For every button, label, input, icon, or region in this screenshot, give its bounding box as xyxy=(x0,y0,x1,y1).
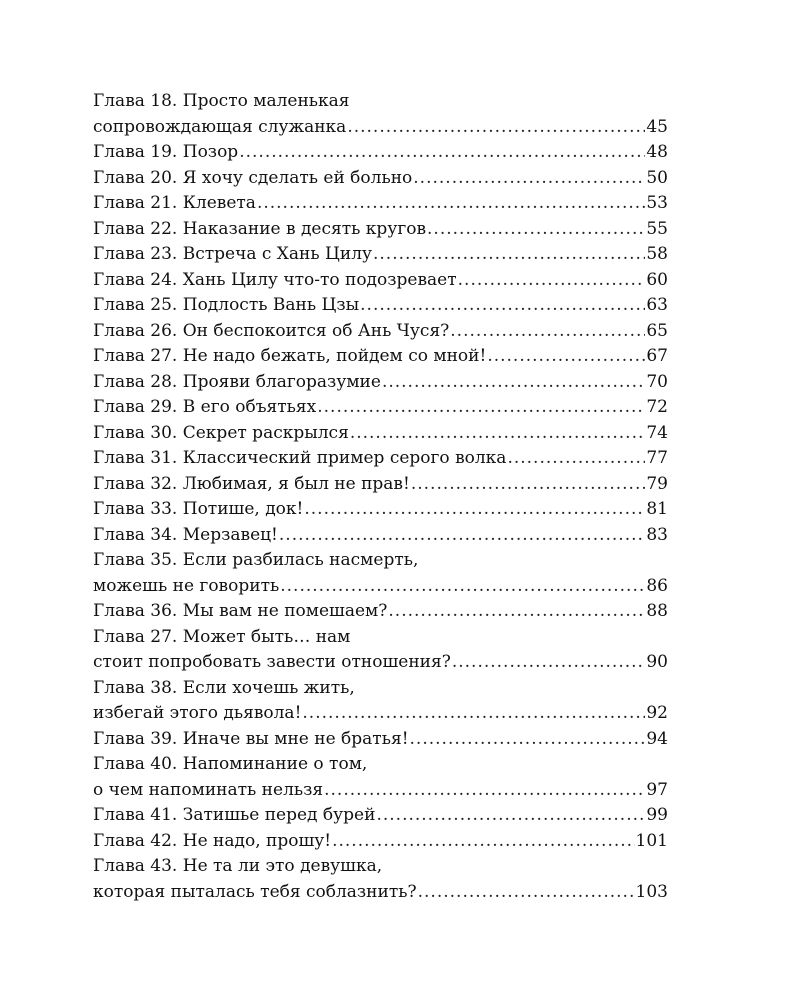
toc-entry-line xyxy=(93,421,668,447)
toc-entry-page-number: 74 xyxy=(646,422,668,443)
toc-entry-line xyxy=(93,395,668,421)
toc-entry xyxy=(93,395,668,421)
toc-entry xyxy=(93,727,668,753)
dot-leader xyxy=(373,242,645,268)
toc-entry-page-number: 48 xyxy=(646,142,668,162)
toc-entry xyxy=(93,217,668,243)
toc-entry-title-line: Глава 42. Не надо, прошу! xyxy=(93,830,332,851)
dot-leader xyxy=(507,446,645,472)
toc-entry-title-line: Глава 23. Встреча с Хань Цилу xyxy=(93,244,372,264)
toc-entry-title-line: Глава 18. Просто маленькая xyxy=(93,91,350,111)
toc-entry-title-line: Глава 26. Он беспокоится об Ань Чуся? xyxy=(93,320,450,341)
toc-entry xyxy=(93,548,668,599)
toc-entry-line xyxy=(93,217,668,243)
dot-leader xyxy=(350,421,646,447)
toc-entry-title-line: Глава 38. Если хочешь жить, xyxy=(93,677,355,698)
toc-entry xyxy=(93,599,668,625)
toc-entry-title-line: Глава 21. Клевета xyxy=(93,193,256,213)
dot-leader xyxy=(376,803,645,829)
toc-entry xyxy=(93,319,668,345)
toc-entry xyxy=(93,829,668,855)
toc-entry-title-line: которая пыталась тебя соблазнить? xyxy=(93,881,417,902)
toc-entry xyxy=(93,497,668,523)
toc-entry-line xyxy=(93,268,668,294)
dot-leader xyxy=(413,166,645,192)
toc-entry-page-number: 88 xyxy=(646,601,668,621)
toc-entry-title-line: Глава 41. Затишье перед бурей xyxy=(93,805,376,825)
dot-leader xyxy=(410,727,646,753)
toc-entry-page-number: 53 xyxy=(646,193,668,213)
dot-leader xyxy=(458,268,646,294)
toc-entry-title-line: Глава 39. Иначе вы мне не братья! xyxy=(93,728,409,749)
toc-entry-page-number: 70 xyxy=(646,371,668,392)
toc-entry-title-line: Глава 30. Секрет раскрылся xyxy=(93,422,349,443)
toc-entry-line xyxy=(93,497,668,523)
toc-entry xyxy=(93,752,668,803)
toc-entry-page-number: 103 xyxy=(635,881,668,902)
toc-entry xyxy=(93,446,668,472)
toc-entry-title-line: сопровождающая служанка xyxy=(93,116,347,137)
toc-entry-title-line: Глава 40. Напоминание о том, xyxy=(93,754,368,774)
toc-entry xyxy=(93,803,668,829)
dot-leader xyxy=(257,191,645,217)
toc-entry-page-number: 50 xyxy=(646,167,668,188)
toc-entry-line xyxy=(93,523,668,549)
dot-leader xyxy=(347,115,645,141)
toc-entry xyxy=(93,344,668,370)
toc-entry-line xyxy=(93,880,668,906)
toc-entry-page-number: 55 xyxy=(646,218,668,239)
dot-leader xyxy=(302,701,645,727)
toc-entry-title-line: стоит попробовать завести отношения? xyxy=(93,652,451,672)
toc-entry-line xyxy=(93,166,668,192)
toc-entry-page-number: 86 xyxy=(646,575,668,596)
table-of-contents xyxy=(93,89,668,905)
toc-entry-page-number: 94 xyxy=(646,728,668,749)
toc-entry-line xyxy=(93,115,668,141)
toc-entry xyxy=(93,854,668,905)
toc-entry xyxy=(93,523,668,549)
toc-entry-line xyxy=(93,140,668,166)
toc-entry-page-number: 101 xyxy=(635,830,668,851)
toc-entry-line xyxy=(93,803,668,829)
toc-entry xyxy=(93,191,668,217)
dot-leader xyxy=(332,829,634,855)
toc-entry-page-number: 77 xyxy=(646,448,668,468)
toc-entry-page-number: 79 xyxy=(646,473,668,494)
toc-entry xyxy=(93,421,668,447)
dot-leader xyxy=(382,370,645,396)
toc-entry-title-line: Глава 29. В его объятьях xyxy=(93,397,317,417)
toc-entry xyxy=(93,676,668,727)
toc-entry-title-line: Глава 43. Не та ли это девушка, xyxy=(93,856,383,876)
toc-entry-title-line: Глава 22. Наказание в десять кругов xyxy=(93,218,427,239)
toc-entry-line xyxy=(93,344,668,370)
dot-leader xyxy=(317,395,645,421)
dot-leader xyxy=(452,650,646,676)
toc-entry-title-line: Глава 19. Позор xyxy=(93,142,239,162)
toc-entry-page-number: 45 xyxy=(646,116,668,137)
toc-entry xyxy=(93,472,668,498)
toc-entry-page-number: 67 xyxy=(646,346,668,366)
dot-leader xyxy=(411,472,646,498)
dot-leader xyxy=(279,523,645,549)
toc-entry-page-number: 83 xyxy=(646,524,668,545)
toc-entry-page-number: 97 xyxy=(646,779,668,800)
toc-entry-page-number: 92 xyxy=(646,703,668,723)
toc-entry-title-line: Глава 27. Не надо бежать, пойдем со мной! xyxy=(93,346,487,366)
toc-entry-title-line: можешь не говорить xyxy=(93,575,280,596)
toc-entry-title-line: избегай этого дьявола! xyxy=(93,703,302,723)
dot-leader xyxy=(280,574,645,600)
dot-leader xyxy=(450,319,645,345)
toc-entry-title-line: о чем напоминать нельзя xyxy=(93,779,324,800)
toc-entry-title-line: Глава 33. Потише, док! xyxy=(93,499,304,519)
toc-entry-title-line: Глава 31. Классический пример серого волка xyxy=(93,448,507,468)
toc-entry-line xyxy=(93,574,668,600)
toc-entry-line xyxy=(93,319,668,345)
dot-leader xyxy=(304,497,645,523)
toc-entry xyxy=(93,293,668,319)
toc-entry-title-line: Глава 34. Мерзавец! xyxy=(93,524,278,545)
toc-entry-page-number: 99 xyxy=(646,805,668,825)
toc-entry-title-line: Глава 20. Я хочу сделать ей больно xyxy=(93,167,413,188)
dot-leader xyxy=(324,778,645,804)
toc-entry-line xyxy=(93,191,668,217)
toc-entry-title-line: Глава 25. Подлость Вань Цзы xyxy=(93,295,360,315)
toc-entry-line xyxy=(93,778,668,804)
toc-entry-title-line: Глава 32. Любимая, я был не прав! xyxy=(93,473,410,494)
toc-entry-title-line: Глава 24. Хань Цилу что-то подозревает xyxy=(93,269,457,290)
toc-entry-line xyxy=(93,370,668,396)
dot-leader xyxy=(418,880,635,906)
dot-leader xyxy=(427,217,645,243)
toc-entry-line xyxy=(93,293,668,319)
toc-entry-page-number: 90 xyxy=(646,652,668,672)
dot-leader xyxy=(239,140,645,166)
toc-entry-title-line: Глава 36. Мы вам не помешаем? xyxy=(93,601,388,621)
toc-entry-line xyxy=(93,701,668,727)
toc-entry-page-number: 63 xyxy=(646,295,668,315)
toc-entry-line xyxy=(93,599,668,625)
toc-entry-page-number: 60 xyxy=(646,269,668,290)
toc-entry-page-number: 72 xyxy=(646,397,668,417)
toc-entry xyxy=(93,242,668,268)
toc-entry xyxy=(93,140,668,166)
dot-leader xyxy=(487,344,645,370)
toc-entry-page-number: 65 xyxy=(646,320,668,341)
toc-entry-line xyxy=(93,446,668,472)
dot-leader xyxy=(388,599,645,625)
toc-entry-page-number: 81 xyxy=(646,499,668,519)
toc-entry xyxy=(93,166,668,192)
toc-entry xyxy=(93,89,668,140)
toc-entry xyxy=(93,370,668,396)
toc-entry-line xyxy=(93,650,668,676)
toc-entry-title-line: Глава 35. Если разбилась насмерть, xyxy=(93,550,419,570)
toc-entry-page-number: 58 xyxy=(646,244,668,264)
toc-entry-title-line: Глава 28. Прояви благоразумие xyxy=(93,371,381,392)
toc-entry xyxy=(93,268,668,294)
dot-leader xyxy=(360,293,645,319)
toc-entry-line xyxy=(93,242,668,268)
toc-entry-line xyxy=(93,727,668,753)
toc-entry-line xyxy=(93,472,668,498)
toc-entry-title-line: Глава 27. Может быть… нам xyxy=(93,626,351,647)
toc-entry-line xyxy=(93,829,668,855)
toc-entry xyxy=(93,625,668,676)
